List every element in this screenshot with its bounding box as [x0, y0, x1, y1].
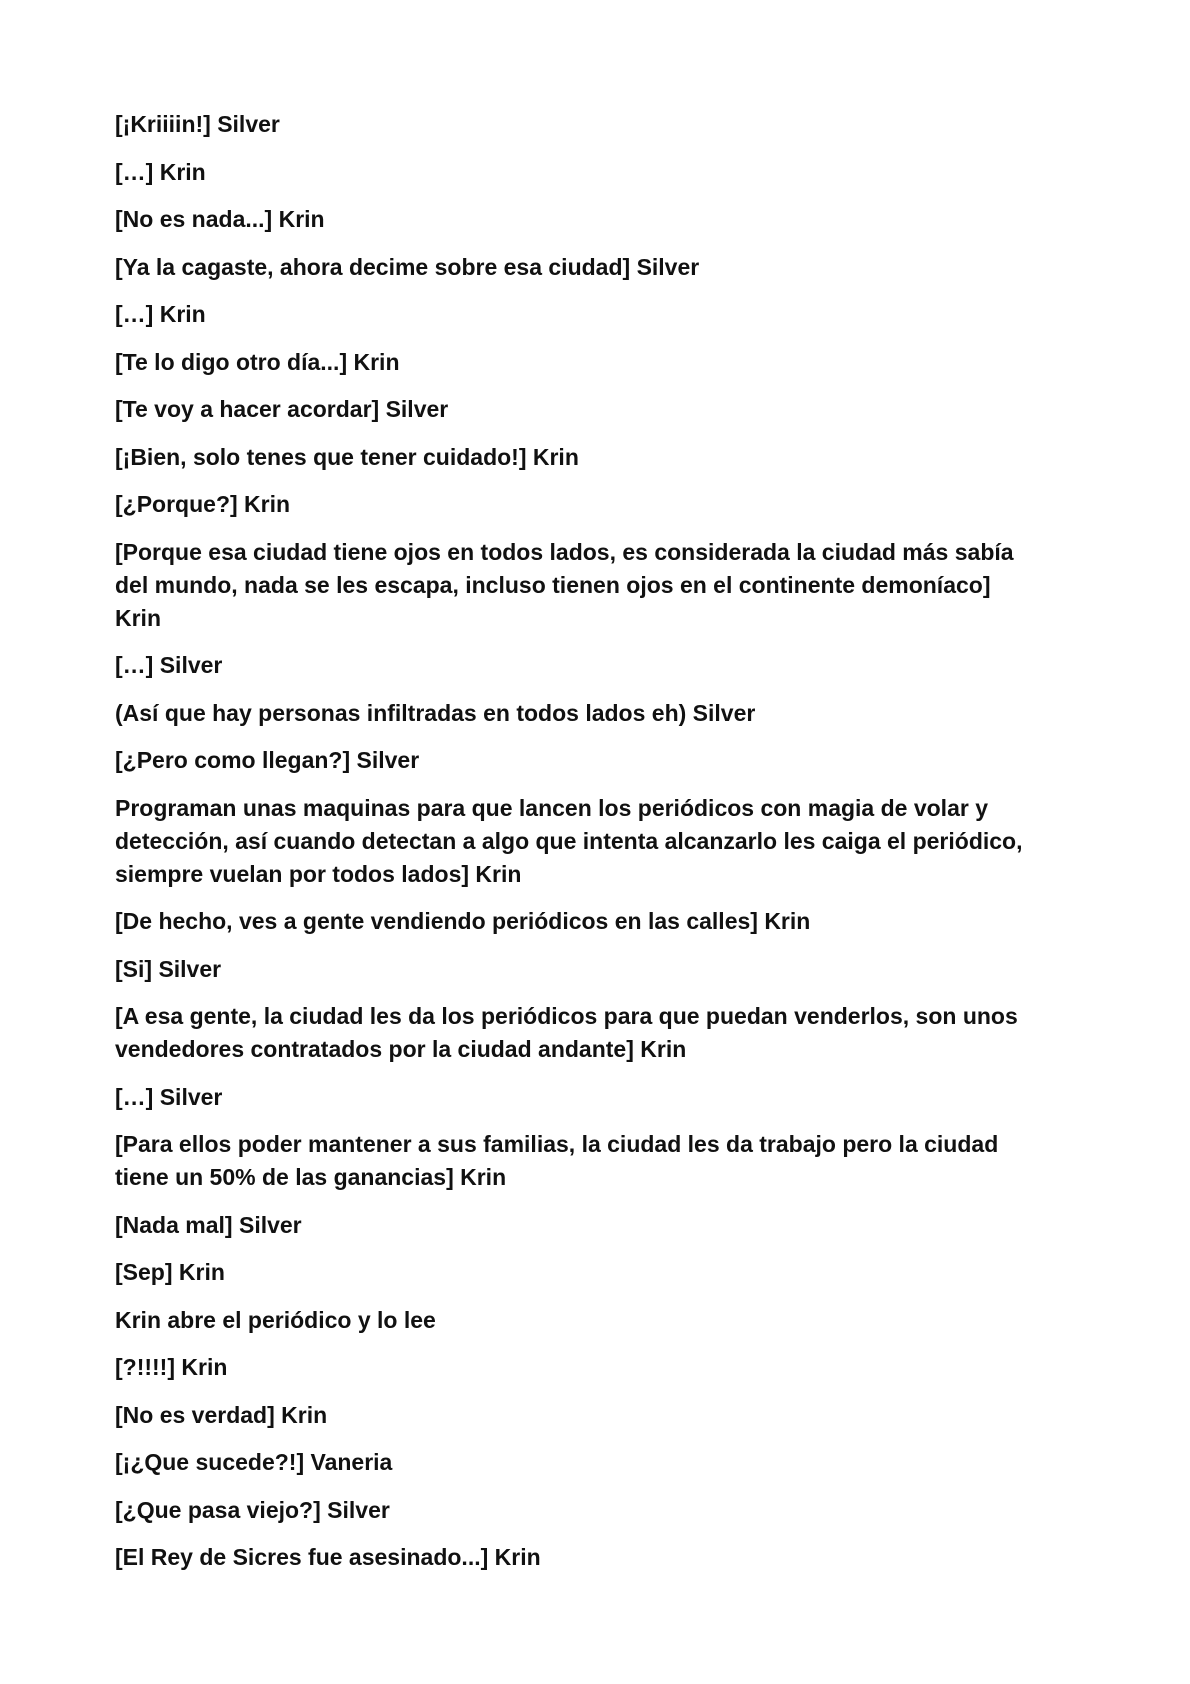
dialogue-line: [No es nada...] Krin [115, 206, 325, 232]
document-body [115, 108, 1075, 1589]
dialogue-line: [?!!!!] Krin [115, 1354, 228, 1380]
dialogue-line: [¡¿Que sucede?!] Vaneria [115, 1449, 393, 1475]
narration-line: Krin abre el periódico y lo lee [115, 1306, 436, 1333]
dialogue-line: [Te voy a hacer acordar] Silver [115, 396, 449, 422]
dialogue-paragraph: Programan unas maquinas para que lancen los periódicos con magia de volar y detección, así cuando detectan a algo que intenta alcanzarlo les caiga el periódico, siempre vuelan por todos lados] Krin [115, 794, 1023, 887]
dialogue-line: [¿Que pasa viejo?] Silver [115, 1496, 390, 1523]
dialogue-line: [¡Kriiiin!] Silver [115, 111, 280, 137]
dialogue-paragraph: [A esa gente, la ciudad les da los periódicos para que puedan venderlos, son unos vendedores contratados por la ciudad andante] Krin [115, 1003, 1018, 1062]
dialogue-paragraph: [Porque esa ciudad tiene ojos en todos lados, es considerada la ciudad más sabía del mundo, nada se les escapa, incluso tienen ojos en el continente demoníaco] Krin [115, 538, 1014, 631]
dialogue-line: [Nada mal] Silver [115, 1211, 302, 1238]
dialogue-line: […] Silver [115, 652, 223, 678]
dialogue-line: [¡Bien, solo tenes que tener cuidado!] Krin [115, 443, 579, 470]
dialogue-line: [Te lo digo otro día...] Krin [115, 348, 400, 375]
thought-line: (Así que hay personas infiltradas en todos lados eh) Silver [115, 699, 756, 726]
dialogue-line: […] Krin [115, 158, 206, 185]
dialogue-line: [Si] Silver [115, 955, 222, 982]
dialogue-line: […] Krin [115, 301, 206, 327]
dialogue-line: [De hecho, ves a gente vendiendo periódicos en las calles] Krin [115, 908, 811, 934]
dialogue-line: [¿Pero como llegan?] Silver [115, 747, 420, 773]
dialogue-line: [¿Porque?] Krin [115, 491, 291, 517]
dialogue-line: [Sep] Krin [115, 1259, 225, 1285]
dialogue-paragraph: [Para ellos poder mantener a sus familias, la ciudad les da trabajo pero la ciudad tiene un 50% de las ganancias] Krin [115, 1131, 999, 1190]
dialogue-line: [No es verdad] Krin [115, 1401, 328, 1428]
dialogue-line: [Ya la cagaste, ahora decime sobre esa ciudad] Silver [115, 253, 700, 280]
dialogue-line: [El Rey de Sicres fue asesinado...] Krin [115, 1544, 541, 1570]
dialogue-line: […] Silver [115, 1083, 223, 1110]
